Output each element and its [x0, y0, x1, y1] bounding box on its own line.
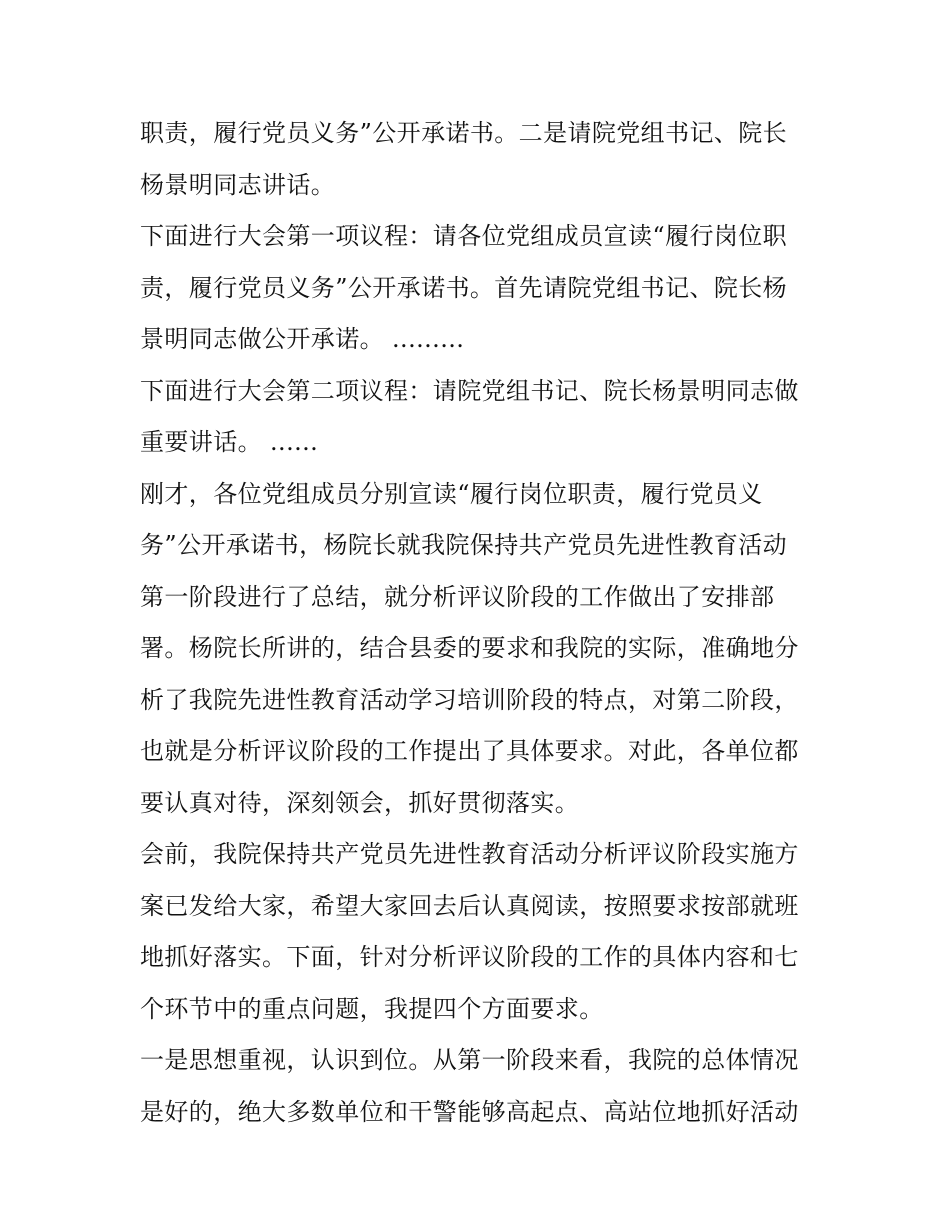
document-body	[140, 108, 830, 1138]
text-line: 重要讲话。 ......	[140, 428, 319, 456]
text-line: 一是思想重视，认识到位。从第一阶段来看，我院的总体情况	[140, 1046, 799, 1074]
text-line: 下面进行大会第二项议程：请院党组书记、院长杨景明同志做	[140, 376, 799, 405]
text-line: 要认真对待，深刻领会，抓好贯彻落实。	[140, 788, 580, 817]
text-line: 务”公开承诺书，杨院长就我院保持共产党员先进性教育活动	[140, 531, 788, 559]
text-line: 第一阶段进行了总结，就分析评议阶段的工作做出了安排部	[140, 582, 775, 611]
text-line: 杨景明同志讲话。	[140, 170, 336, 199]
text-line: 会前，我院保持共产党员先进性教育活动分析评议阶段实施方	[140, 840, 799, 868]
text-line: 景明同志做公开承诺。 .........	[140, 325, 465, 353]
text-line: 刚才，各位党组成员分别宣读“履行岗位职责，履行党员义	[140, 479, 763, 508]
text-line: 是好的，绝大多数单位和干警能够高起点、高站位地抓好活动	[140, 1097, 799, 1126]
text-line: 也就是分析评议阶段的工作提出了具体要求。对此，各单位都	[140, 737, 799, 765]
text-line: 地抓好落实。下面，针对分析评议阶段的工作的具体内容和七	[140, 943, 799, 971]
text-line: 下面进行大会第一项议程：请各位党组成员宣读“履行岗位职	[140, 222, 788, 250]
text-line: 署。杨院长所讲的，结合县委的要求和我院的实际，准确地分	[140, 634, 799, 662]
text-line: 析了我院先进性教育活动学习培训阶段的特点，对第二阶段，	[140, 685, 799, 714]
text-line: 职责，履行党员义务”公开承诺书。二是请院党组书记、院长	[140, 119, 788, 147]
text-line: 责，履行党员义务”公开承诺书。首先请院党组书记、院长杨	[140, 273, 788, 302]
text-line: 案已发给大家，希望大家回去后认真阅读，按照要求按部就班	[140, 891, 799, 920]
text-line: 个环节中的重点问题，我提四个方面要求。	[140, 994, 604, 1023]
